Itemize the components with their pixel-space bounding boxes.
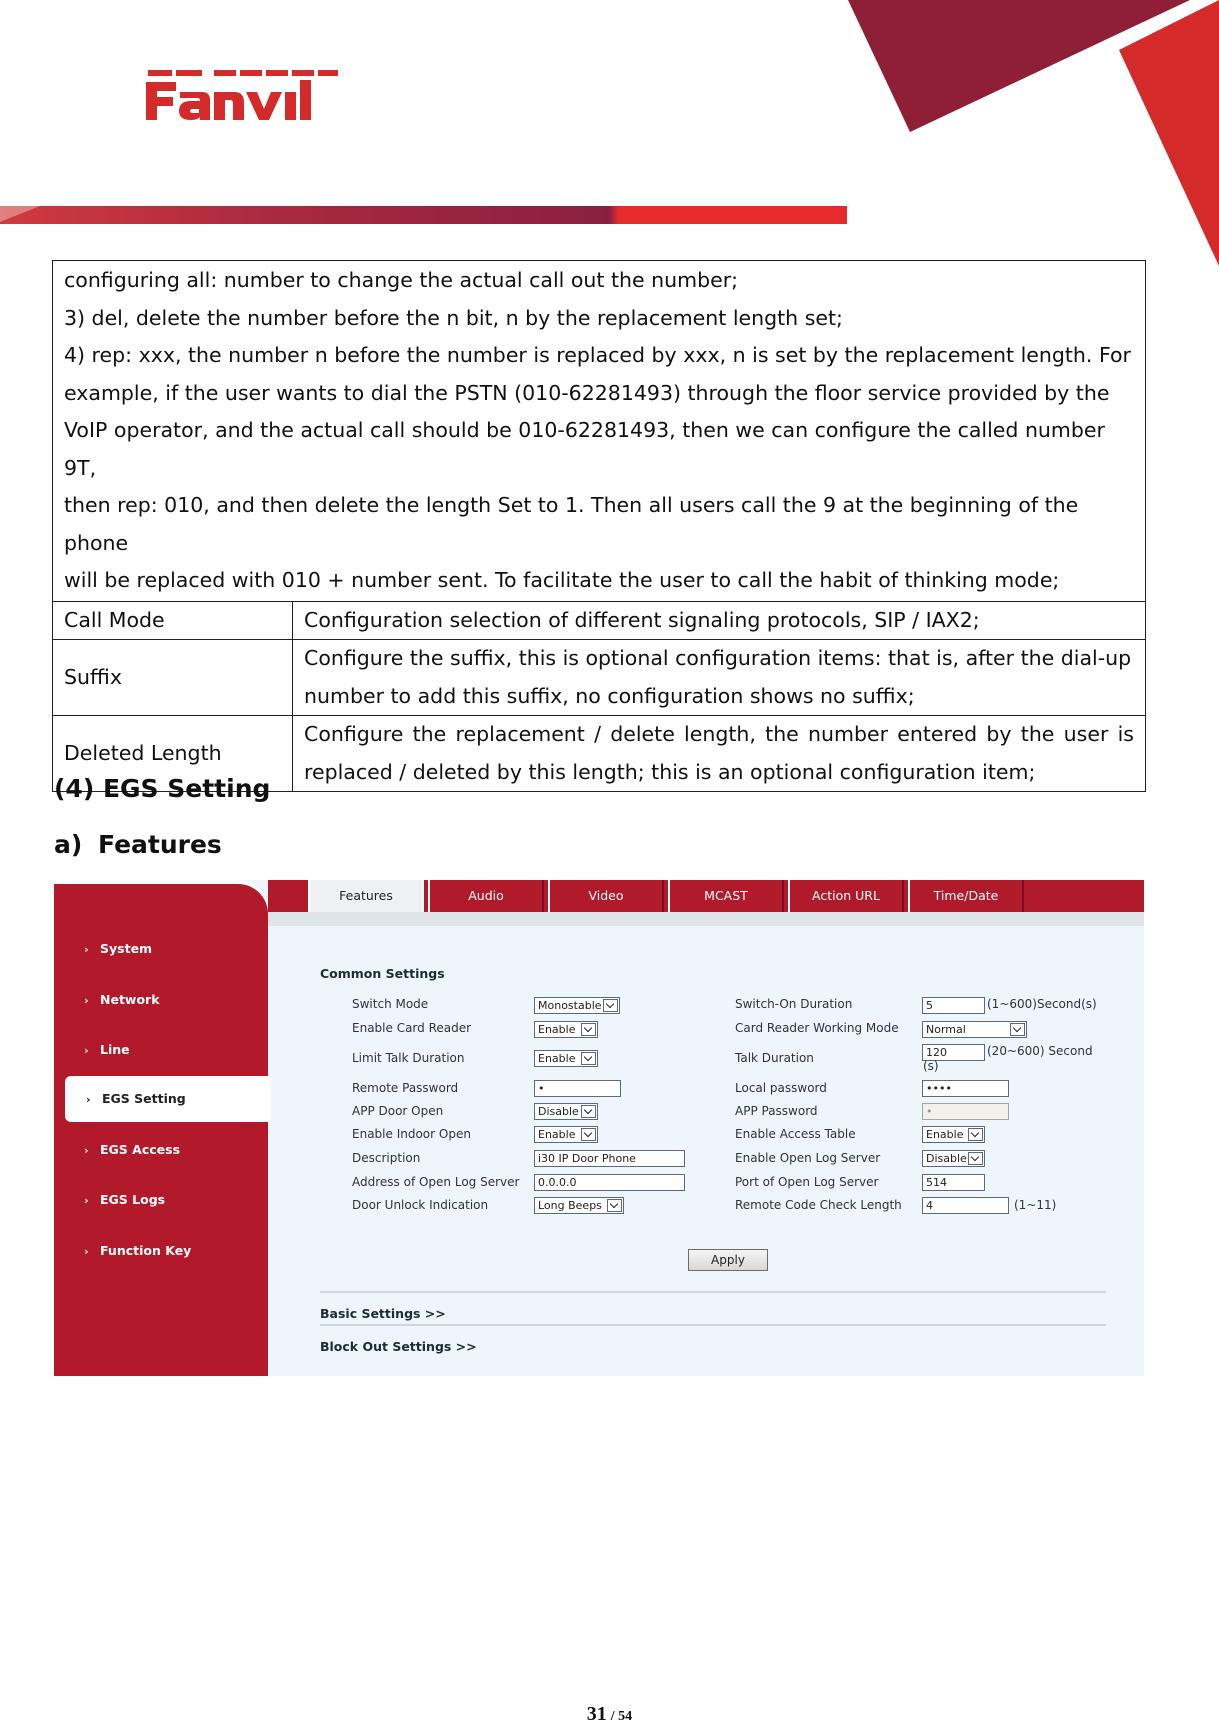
intro-line: 3) del, delete the number before the n bit, n by the replacement length set;: [64, 305, 843, 330]
param-name: Deleted Length: [53, 716, 293, 792]
chevron-down-icon: [581, 1128, 596, 1141]
page-current: 31: [586, 1703, 607, 1723]
description-label: Description: [352, 1151, 421, 1165]
card-reader-working-mode-label: Card Reader Working Mode: [735, 1021, 899, 1035]
enable-open-log-server-select[interactable]: Disable: [922, 1150, 985, 1167]
app-door-open-label: APP Door Open: [352, 1104, 444, 1118]
chevron-right-icon: ›: [84, 1144, 89, 1157]
page-total: / 54: [610, 1709, 633, 1723]
intro-line: example, if the user wants to dial the PSTN (010-62281493) through the floor service provided by the: [64, 380, 1110, 405]
common-settings-title: Common Settings: [320, 966, 445, 981]
remote-code-check-length-label: Remote Code Check Length: [735, 1198, 902, 1212]
switch-mode-label: Switch Mode: [352, 997, 429, 1011]
remote-password-input[interactable]: •: [534, 1080, 621, 1097]
door-unlock-indication-select[interactable]: Long Beeps: [534, 1197, 624, 1214]
intro-cell: [53, 261, 1146, 602]
intro-line: will be replaced with 010 + number sent. To facilitate the user to call the habit of thinking mode;: [64, 568, 1060, 592]
local-password-input[interactable]: ••••: [922, 1080, 1009, 1097]
chevron-right-icon: ›: [84, 1044, 89, 1057]
intro-line: then rep: 010, and then delete the length Set to 1. Then all users call the 9 at the beginning of the phone: [64, 493, 1079, 555]
sidebar-item-line[interactable]: › Line: [54, 1028, 268, 1072]
param-desc: Configuration selection of different signaling protocols, SIP / IAX2;: [293, 601, 1146, 640]
talk-duration-label: Talk Duration: [735, 1051, 814, 1065]
talk-duration-input[interactable]: 120: [922, 1044, 985, 1061]
chevron-right-icon: ›: [84, 943, 89, 956]
block-out-settings-link[interactable]: Block Out Settings >>: [320, 1339, 477, 1354]
sidebar-item-function-key[interactable]: › Function Key: [54, 1229, 268, 1273]
limit-talk-duration-label: Limit Talk Duration: [352, 1051, 465, 1065]
switch-on-duration-input[interactable]: 5: [922, 997, 985, 1014]
parameter-table: [52, 260, 1146, 792]
apply-button[interactable]: Apply: [688, 1249, 768, 1271]
param-name: Suffix: [53, 640, 293, 716]
basic-settings-link[interactable]: Basic Settings >>: [320, 1306, 446, 1321]
open-log-server-port-input[interactable]: 514: [922, 1174, 985, 1191]
intro-line: VoIP operator, and the actual call should be 010-62281493, then we can configure the called number 9T,: [64, 418, 1105, 480]
sidebar-item-network[interactable]: › Network: [54, 978, 268, 1022]
tab-mcast[interactable]: MCAST: [668, 880, 784, 912]
switch-mode-select[interactable]: Monostable: [534, 997, 620, 1014]
divider: [320, 1291, 1106, 1293]
table-row: [53, 601, 1146, 640]
tab-time-date[interactable]: Time/Date: [908, 880, 1024, 912]
chevron-down-icon: [968, 1128, 983, 1141]
page-number: [0, 1703, 1219, 1723]
section-heading: (4) EGS Setting: [54, 774, 271, 803]
subsection-heading: [54, 830, 222, 859]
talk-duration-unit-suffix: (s): [923, 1059, 939, 1073]
enable-indoor-open-label: Enable Indoor Open: [352, 1127, 471, 1141]
chevron-down-icon: [581, 1023, 596, 1036]
description-input[interactable]: i30 IP Door Phone: [534, 1150, 685, 1167]
chevron-down-icon: [607, 1199, 622, 1212]
param-name: Call Mode: [53, 601, 293, 640]
chevron-down-icon: [968, 1152, 983, 1165]
intro-line: 4) rep: xxx, the number n before the number is replaced by xxx, n is set by the replacement length. For: [64, 343, 1131, 367]
tab-video[interactable]: Video: [548, 880, 664, 912]
param-desc: Configure the replacement / delete length, the number entered by the user is replaced / deleted by this length; this is an optional configuration item;: [293, 716, 1146, 792]
local-password-label: Local password: [735, 1081, 827, 1095]
table-row: [53, 640, 1146, 716]
header-decoration: [0, 0, 1219, 280]
subsection-title: Features: [98, 830, 222, 859]
app-door-open-select[interactable]: Disable: [534, 1103, 598, 1120]
enable-access-table-select[interactable]: Enable: [922, 1126, 985, 1143]
settings-panel: [268, 926, 1144, 1376]
sidebar-item-egs-logs[interactable]: › EGS Logs: [54, 1178, 268, 1222]
sidebar-item-egs-setting[interactable]: › EGS Setting: [65, 1076, 271, 1122]
chevron-down-icon: [581, 1105, 596, 1118]
remote-password-label: Remote Password: [352, 1081, 459, 1095]
divider: [320, 1324, 1106, 1326]
app-password-input[interactable]: •: [922, 1103, 1009, 1120]
chevron-down-icon: [1010, 1023, 1025, 1036]
limit-talk-duration-select[interactable]: Enable: [534, 1050, 598, 1067]
sidebar-item-system[interactable]: › System: [54, 927, 268, 971]
enable-card-reader-select[interactable]: Enable: [534, 1021, 598, 1038]
enable-open-log-server-label: Enable Open Log Server: [735, 1151, 881, 1165]
chevron-right-icon: ›: [84, 994, 89, 1007]
tab-action-url[interactable]: Action URL: [788, 880, 904, 912]
subsection-label: a): [54, 830, 83, 859]
chevron-right-icon: ›: [84, 1245, 89, 1258]
chevron-down-icon: [581, 1052, 596, 1065]
chevron-right-icon: ›: [86, 1093, 91, 1106]
switch-on-duration-label: Switch-On Duration: [735, 997, 853, 1011]
egs-features-screenshot: [54, 880, 1144, 1376]
chevron-down-icon: [603, 999, 618, 1012]
sidebar-item-egs-access[interactable]: › EGS Access: [54, 1128, 268, 1172]
enable-card-reader-label: Enable Card Reader: [352, 1021, 472, 1035]
tab-audio[interactable]: Audio: [428, 880, 544, 912]
logo-text: Fanvil: [142, 68, 145, 69]
remote-code-check-length-unit: (1~11): [1014, 1198, 1057, 1212]
app-password-label: APP Password: [735, 1104, 818, 1118]
chevron-right-icon: ›: [84, 1194, 89, 1207]
door-unlock-indication-label: Door Unlock Indication: [352, 1198, 489, 1212]
talk-duration-unit: (20~600) Second: [987, 1044, 1093, 1058]
switch-on-duration-unit: (1~600)Second(s): [987, 997, 1097, 1011]
remote-code-check-length-input[interactable]: 4: [922, 1197, 1009, 1214]
fanvil-logo: [142, 68, 342, 128]
open-log-server-address-label: Address of Open Log Server: [352, 1175, 520, 1189]
enable-indoor-open-select[interactable]: Enable: [534, 1126, 598, 1143]
card-reader-working-mode-select[interactable]: Normal: [922, 1021, 1027, 1038]
param-desc: Configure the suffix, this is optional configuration items: that is, after the dial-up number to add this suffix, no configuration shows no suffix;: [293, 640, 1146, 716]
enable-access-table-label: Enable Access Table: [735, 1127, 856, 1141]
open-log-server-port-label: Port of Open Log Server: [735, 1175, 879, 1189]
intro-line: configuring all: number to change the actual call out the number;: [64, 268, 739, 292]
open-log-server-address-input[interactable]: 0.0.0.0: [534, 1174, 685, 1191]
tab-bar-strip: [268, 912, 1144, 926]
tab-features[interactable]: Features: [308, 880, 424, 912]
table-row-intro: [53, 261, 1146, 602]
sidebar: [54, 880, 268, 1376]
